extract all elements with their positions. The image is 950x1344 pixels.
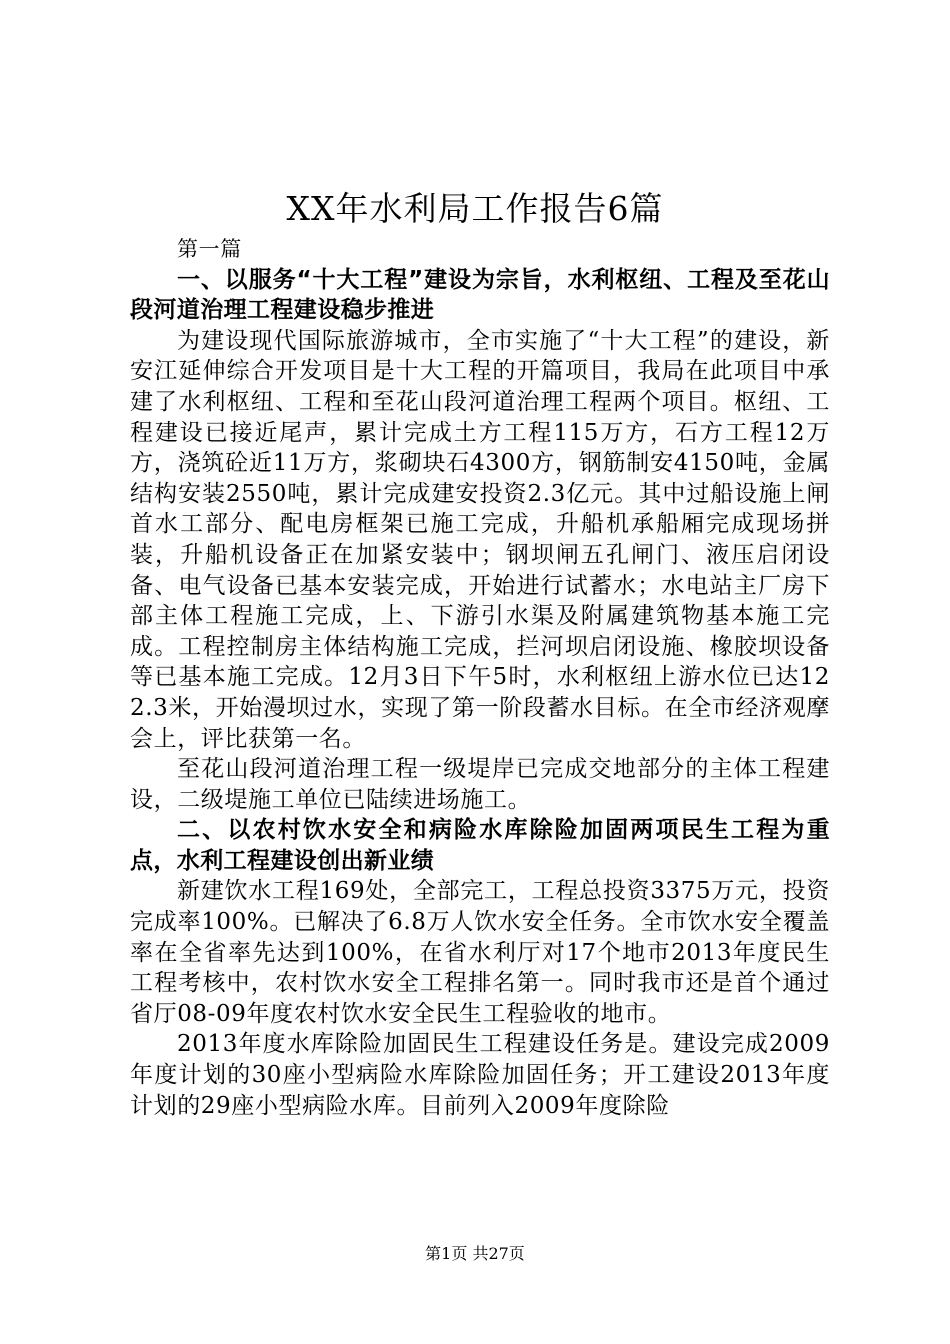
document-title: XX年水利局工作报告6篇 <box>286 189 664 228</box>
document-body <box>130 234 830 1121</box>
paragraph-1: 为建设现代国际旅游城市，全市实施了“十大工程”的建设，新安江延伸综合开发项目是十大工程的开篇项目，我局在此项目中承建了水利枢纽、工程和至花山段河道治理工程两个项目。枢纽、工程建设已接近尾声，累计完成土方工程115万方，石方工程12万方，浇筑砼近11万方，浆砌块石4300方，钢筋制安4150吨，金属结构安装2550吨，累计完成建安投资2.3亿元。其中过船设施上闸首水工部分、配电房框架已施工完成，升船机承船厢完成现场拼装，升船机设备正在加紧安装中；钢坝闸五孔闸门、液压启闭设备、电气设备已基本安装完成，开始进行试蓄水；水电站主厂房下部主体工程施工完成，上、下游引水渠及附属建筑物基本施工完成。工程控制房主体结构施工完成，拦河坝启闭设施、橡胶坝设备等已基本施工完成。12月3日下午5时，水利枢纽上游水位已达122.3米，开始漫坝过水，实现了第一阶段蓄水目标。在全市经济观摩会上，评比获第一名。 <box>130 327 830 752</box>
section-heading-2: 二、以农村饮水安全和病险水库除险加固两项民生工程为重点，水利工程建设创出新业绩 <box>130 817 830 874</box>
paragraph-3: 新建饮水工程169处，全部完工，工程总投资3375万元，投资完成率100%。已解决了6.8万人饮水安全任务。全市饮水安全覆盖率在全省率先达到100%，在省水利厅对17个地市2013年度民生工程考核中，农村饮水安全工程排名第一。同时我市还是首个通过省厅08-09年度农村饮水安全民生工程验收的地市。 <box>130 878 830 1027</box>
page-footer: 第1页 共27页 <box>425 1244 525 1263</box>
paragraph-4: 2013年度水库除险加固民生工程建设任务是。建设完成2009年度计划的30座小型病险水库除险加固任务；开工建设2013年度计划的29座小型病险水库。目前列入2009年度除险 <box>130 1031 830 1119</box>
section-label: 第一篇 <box>177 237 242 261</box>
paragraph-2: 至花山段河道治理工程一级堤岸已完成交地部分的主体工程建设，二级堤施工单位已陆续进场施工。 <box>130 756 830 813</box>
section-heading-1: 一、以服务“十大工程”建设为宗旨，水利枢纽、工程及至花山段河道治理工程建设稳步推进 <box>130 266 830 324</box>
